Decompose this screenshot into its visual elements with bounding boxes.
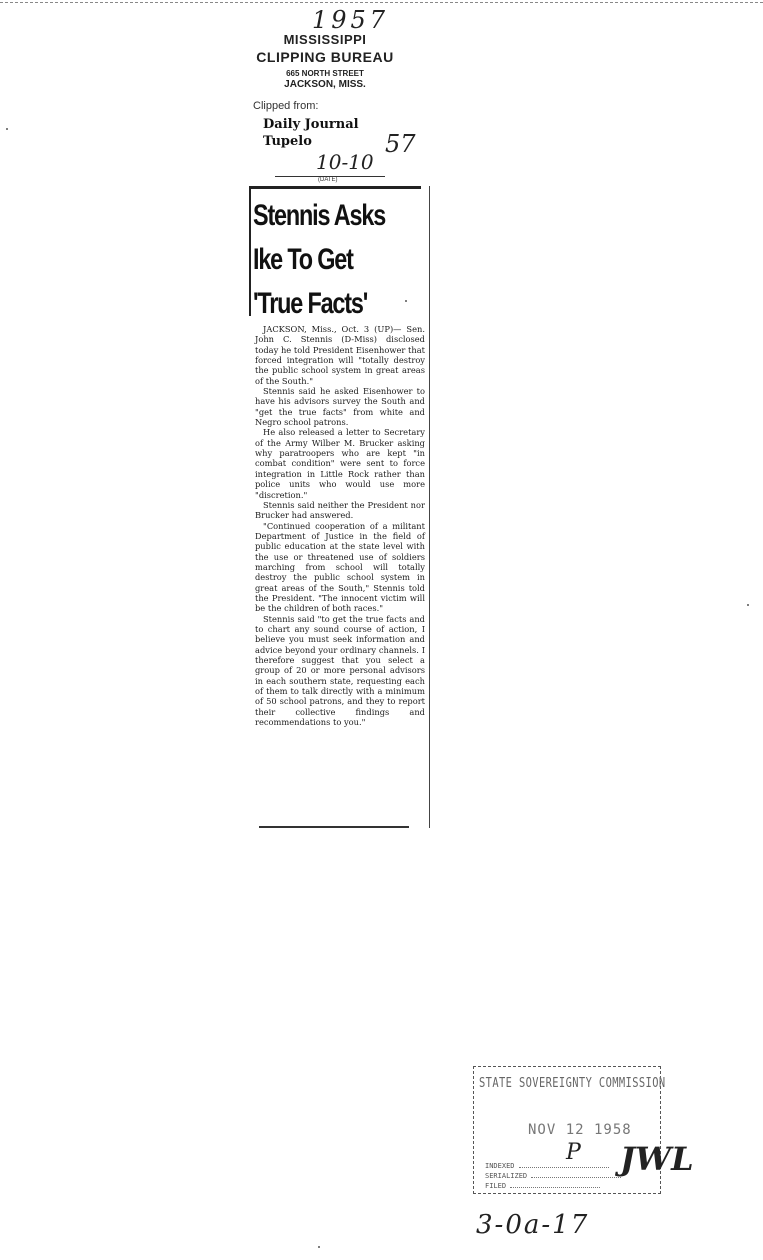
newspaper-name: Daily Journal [263, 117, 359, 132]
handwritten-date: 10-10 [316, 150, 374, 174]
article-paragraph: Stennis said neither the President nor Brucker had answered. [255, 499, 425, 521]
article-body [255, 324, 425, 727]
bureau-name-line1: MISSISSIPPI [283, 32, 367, 47]
bureau-name-line2: CLIPPING BUREAU [256, 49, 394, 65]
headline-line-3: 'True Facts' [253, 287, 368, 320]
article-paragraph: Stennis said he asked Eisenhower to have his advisors survey the South and "get the true facts" from white and Negro school patrons. [255, 386, 425, 428]
top-edge-dotted-rule [0, 2, 763, 3]
stamp-row-indexed [485, 1162, 609, 1170]
article-paragraph: Stennis said "to get the true facts and to chart any sound course of action, I believe you must seek information and advice beyond your ordinary channels. I therefore suggest that you select a group of 20 or more personal advisors in each southern state, requesting each of them to talk directly with a minimum of 50 school patrons, and they to report their collective findings and recommendations to you." [255, 613, 425, 728]
date-label: (DATE) [318, 177, 338, 183]
stamp-row-label: FILED [485, 1182, 507, 1190]
stamp-row-line [510, 1187, 600, 1188]
handwritten-file-number: 3-0a-17 [476, 1210, 590, 1240]
scan-speck [318, 1246, 320, 1248]
stamp-date: NOV 12 1958 [528, 1122, 632, 1138]
newspaper-clipping [249, 186, 430, 828]
clipping-left-rule [249, 186, 251, 316]
stamp-row-line [531, 1177, 621, 1178]
clipping-bureau-header [250, 32, 400, 90]
stamp-handwritten-mark: P [566, 1140, 581, 1165]
clipping-top-rule [249, 186, 421, 189]
stamp-row-line [519, 1167, 609, 1168]
article-paragraph: "Continued cooperation of a militant Department of Justice in the field of public education at the state level with the use or threatened use of soldiers marching from school will totally destroy the public school system in great areas of the South," Stennis told the President. "The innocent victim will be the children of both races." [255, 520, 425, 614]
article-headline [253, 194, 386, 326]
clipping-bottom-rule [259, 826, 409, 828]
bureau-address: 665 NORTH STREET [286, 69, 364, 78]
stamp-row-label: INDEXED [485, 1162, 515, 1170]
handwritten-year: 1957 [312, 6, 390, 34]
scan-speck [6, 128, 8, 130]
stamp-row-serialized [485, 1172, 621, 1180]
stamp-row-filed [485, 1182, 600, 1190]
scan-speck [405, 300, 407, 302]
newspaper-source [263, 116, 359, 150]
article-paragraph: JACKSON, Miss., Oct. 3 (UP)— Sen. John C. Stennis (D-Miss) disclosed today he told President Eisenhower that forced integration will "totally destroy the public school system in great areas of the South." [255, 324, 425, 386]
scan-speck [747, 604, 749, 606]
article-paragraph: He also released a letter to Secretary of the Army Wilber M. Brucker asking why paratroopers who are kept "in combat condition" were sent to force integration in Little Rock rather than police units who would use more "discretion." [255, 427, 425, 500]
headline-line-1: Stennis Asks [253, 199, 386, 232]
stamp-handwritten-initials: JWL [620, 1140, 694, 1178]
headline-line-2: Ike To Get [253, 243, 353, 276]
newspaper-city: Tupelo [263, 134, 312, 149]
stamp-row-label: SERIALIZED [485, 1172, 528, 1180]
bureau-city: JACKSON, MISS. [284, 79, 366, 90]
handwritten-date-year: 57 [385, 130, 416, 158]
clipped-from-label: Clipped from: [253, 100, 319, 112]
stamp-title: STATE SOVEREIGNTY COMMISSION [479, 1076, 666, 1091]
